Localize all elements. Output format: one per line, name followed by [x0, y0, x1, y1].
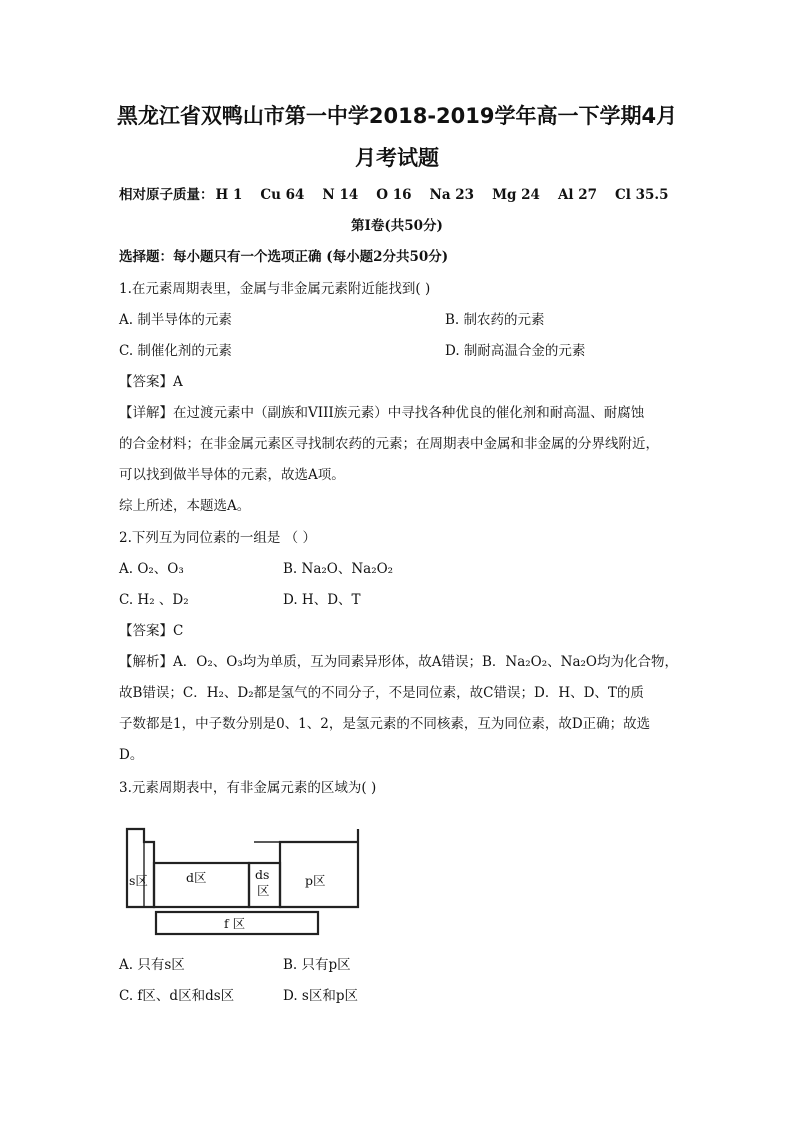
q2-analysis-line-4: D。: [119, 747, 144, 763]
atomic-masses-label: 相对原子质量：: [119, 187, 214, 203]
q2-analysis-line-3: 子数都是1，中子数分别是0、1、2，是氢元素的不同核素，互为同位素，故D正确；故选: [119, 716, 651, 732]
instruction: 选择题：每小题只有一个选项正确 (每小题2分共50分): [119, 249, 449, 265]
p-block-outline: [280, 829, 358, 907]
q3-option-d: D. s区和p区: [283, 988, 358, 1004]
atomic-mass-item: Mg 24: [492, 187, 540, 203]
q1-option-a: A. 制半导体的元素: [119, 312, 232, 328]
atomic-masses: [119, 186, 686, 204]
q2-option-c: C. H₂ 、D₂: [119, 592, 189, 608]
atomic-mass-item: H 1: [215, 187, 243, 203]
ds-block-label-top: ds: [255, 867, 270, 882]
q1-option-d: D. 制耐高温合金的元素: [445, 343, 586, 359]
atomic-mass-item: N 14: [322, 187, 359, 203]
q1-detail-line-2: 的合金材料；在非金属元素区寻找制农药的元素；在周期表中金属和非金属的分界线附近，: [119, 436, 659, 452]
q1-option-b: B. 制农药的元素: [445, 312, 545, 328]
q2-answer: 【答案】C: [119, 623, 184, 639]
q3-stem: 3.元素周期表中，有非金属元素的区域为( ): [119, 780, 377, 796]
q2-option-a: A. O₂、O₃: [119, 561, 184, 577]
q1-detail-line-3: 可以找到做半导体的元素，故选A项。: [119, 467, 345, 483]
q1-option-c: C. 制催化剂的元素: [119, 343, 232, 359]
q1-stem: 1.在元素周期表里，金属与非金属元素附近能找到( ): [119, 281, 431, 297]
title-line-2: 月考试题: [355, 146, 439, 170]
q2-stem: 2.下列互为同位素的一组是 （ ）: [119, 530, 316, 546]
q2-option-d: D. H、D、T: [283, 592, 361, 608]
atomic-mass-item: Cl 35.5: [615, 187, 669, 203]
periodic-table-blocks-diagram: [122, 824, 362, 936]
section-title: 第Ⅰ卷(共50分): [351, 218, 443, 234]
title-line-1: 黑龙江省双鸭山市第一中学2018-2019学年高一下学期4月: [116, 104, 678, 128]
atomic-mass-item: Na 23: [429, 187, 475, 203]
atomic-mass-item: O 16: [376, 187, 412, 203]
q2-option-b: B. Na₂O、Na₂O₂: [283, 561, 394, 577]
atomic-mass-item: Al 27: [557, 187, 598, 203]
q3-option-b: B. 只有p区: [283, 957, 351, 973]
q3-option-a: A. 只有s区: [119, 957, 185, 973]
ds-block-label-bottom: 区: [257, 883, 270, 898]
q1-answer: 【答案】A: [119, 374, 183, 390]
q3-option-c: C. f区、d区和ds区: [119, 988, 235, 1004]
q2-analysis-line-1: 【解析】A．O₂、O₃均为单质，互为同素异形体，故A错误；B．Na₂O₂、Na₂O均为化合物，: [119, 654, 678, 670]
q1-detail-line-1: 【详解】在过渡元素中（副族和VIII族元素）中寻找各种优良的催化剂和耐高温、耐腐蚀: [119, 405, 645, 421]
d-block-label: d区: [186, 870, 207, 885]
f-block-label: f 区: [224, 916, 246, 931]
s-block-outline: [127, 829, 154, 907]
q2-analysis-line-2: 故B错误；C．H₂、D₂都是氢气的不同分子，不是同位素，故C错误；D．H、D、T的质: [119, 685, 644, 701]
atomic-mass-item: Cu 64: [260, 187, 305, 203]
p-block-label: p区: [305, 873, 326, 888]
s-block-label: s区: [129, 873, 148, 888]
q1-summary: 综上所述，本题选A。: [119, 498, 251, 514]
